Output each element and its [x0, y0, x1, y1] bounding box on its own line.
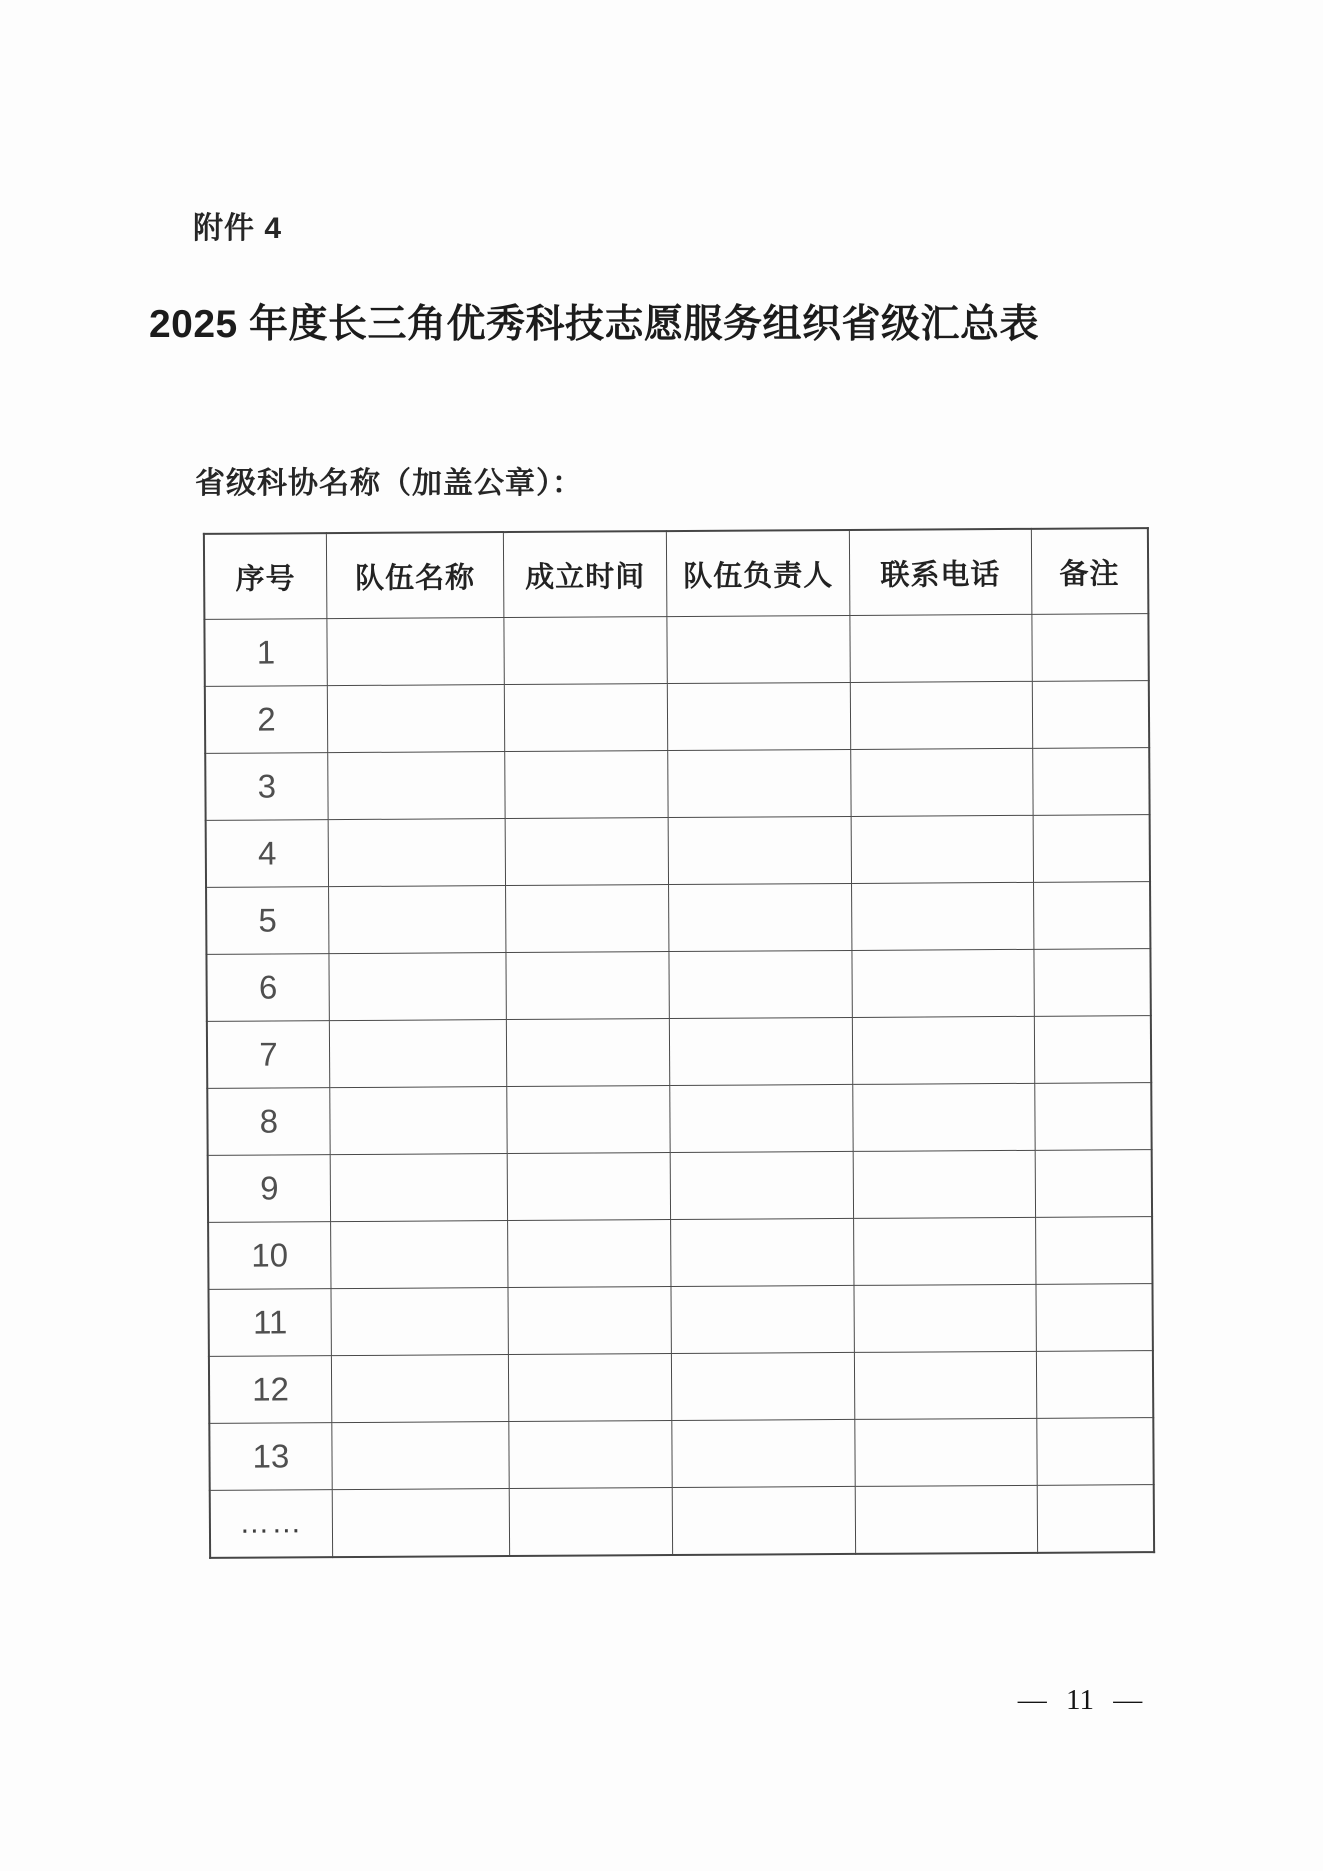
empty-cell [330, 1221, 508, 1289]
row-number-cell: 10 [208, 1222, 331, 1290]
summary-table-wrapper [203, 527, 1155, 1559]
empty-cell [667, 682, 850, 750]
empty-cell [1033, 815, 1150, 883]
empty-cell [506, 885, 669, 953]
empty-cell [672, 1352, 855, 1420]
empty-cell [509, 1421, 672, 1489]
row-number-cell: 12 [209, 1356, 332, 1424]
empty-cell [671, 1285, 854, 1353]
empty-cell [508, 1354, 671, 1422]
empty-cell [328, 819, 506, 887]
empty-cell [507, 1086, 670, 1154]
empty-cell [669, 1017, 852, 1085]
empty-cell [504, 684, 667, 752]
table-header-row [204, 528, 1149, 619]
empty-cell [853, 1083, 1035, 1151]
table-row [208, 1150, 1152, 1223]
empty-cell [1037, 1418, 1154, 1486]
empty-cell [505, 818, 669, 886]
table-row [207, 1016, 1151, 1089]
empty-cell [672, 1419, 855, 1487]
table-row [209, 1351, 1153, 1424]
row-number-cell: 1 [204, 619, 327, 687]
empty-cell [332, 1422, 510, 1490]
empty-cell [852, 1016, 1034, 1084]
empty-cell [505, 751, 668, 819]
empty-cell [855, 1485, 1037, 1554]
empty-cell [1032, 748, 1149, 816]
table-body [204, 614, 1154, 1558]
empty-cell [506, 952, 670, 1020]
row-number-cell: 13 [209, 1423, 332, 1491]
page-number: — 11 — [1017, 1684, 1143, 1716]
row-number-cell: 9 [208, 1155, 331, 1223]
empty-cell [332, 1489, 510, 1558]
empty-cell [851, 882, 1033, 950]
empty-cell [667, 615, 850, 683]
empty-cell [670, 1151, 853, 1219]
row-number-cell: 3 [205, 753, 328, 821]
empty-cell [851, 815, 1033, 883]
table-row [208, 1217, 1152, 1290]
empty-cell [672, 1486, 855, 1555]
row-number-cell: 2 [205, 686, 328, 754]
empty-cell [850, 681, 1032, 749]
column-header-1: 序号 [204, 533, 327, 619]
empty-cell [1032, 614, 1149, 682]
attachment-label: 附件 4 [193, 212, 283, 245]
row-number-cell: 8 [207, 1088, 330, 1156]
column-header-5: 联系电话 [849, 529, 1031, 616]
row-number-cell: 7 [207, 1021, 330, 1089]
empty-cell [668, 749, 851, 817]
empty-cell [1035, 1150, 1152, 1218]
empty-cell [330, 1087, 508, 1155]
row-number-cell: 4 [206, 820, 329, 888]
table-row [210, 1485, 1154, 1558]
table-row [207, 1083, 1151, 1156]
column-header-6: 备注 [1031, 528, 1148, 614]
row-number-cell: 6 [206, 954, 329, 1022]
empty-cell [1034, 1083, 1151, 1151]
empty-cell [327, 618, 505, 686]
empty-cell [1032, 681, 1149, 749]
empty-cell [327, 685, 505, 753]
empty-cell [329, 953, 507, 1021]
empty-cell [1037, 1485, 1154, 1553]
empty-cell [1034, 1016, 1151, 1084]
empty-cell [331, 1288, 509, 1356]
empty-cell [854, 1351, 1036, 1419]
column-header-2: 队伍名称 [326, 532, 504, 619]
row-number-cell: …… [210, 1490, 333, 1558]
empty-cell [504, 617, 668, 685]
empty-cell [328, 886, 506, 954]
table-row [204, 614, 1148, 687]
empty-cell [330, 1154, 508, 1222]
empty-cell [509, 1488, 673, 1556]
table-row [208, 1284, 1152, 1357]
row-number-cell: 11 [208, 1289, 331, 1357]
page-title: 2025 年度长三角优秀科技志愿服务组织省级汇总表 [148, 303, 1040, 346]
empty-cell [506, 1019, 669, 1087]
column-header-3: 成立时间 [503, 531, 667, 617]
empty-cell [668, 816, 851, 884]
empty-cell [508, 1220, 671, 1288]
table-row [206, 949, 1150, 1022]
empty-cell [1036, 1351, 1153, 1419]
empty-cell [1036, 1284, 1153, 1352]
empty-cell [854, 1284, 1036, 1352]
empty-cell [852, 949, 1034, 1017]
empty-cell [670, 1084, 853, 1152]
empty-cell [851, 748, 1033, 816]
empty-cell [671, 1218, 854, 1286]
empty-cell [853, 1150, 1035, 1218]
empty-cell [331, 1355, 509, 1423]
empty-cell [329, 1020, 507, 1088]
table-row [209, 1418, 1153, 1491]
empty-cell [328, 752, 506, 820]
empty-cell [1033, 882, 1150, 950]
table-row [206, 815, 1150, 888]
seal-line-label: 省级科协名称（加盖公章）： [195, 467, 583, 500]
empty-cell [669, 883, 852, 951]
row-number-cell: 5 [206, 887, 329, 955]
empty-cell [508, 1287, 672, 1355]
summary-table [203, 527, 1155, 1559]
table-row [206, 882, 1150, 955]
empty-cell [855, 1418, 1037, 1486]
empty-cell [850, 614, 1032, 682]
empty-cell [1034, 949, 1151, 1017]
empty-cell [1035, 1217, 1152, 1285]
empty-cell [507, 1153, 671, 1221]
table-row [205, 748, 1149, 821]
empty-cell [669, 950, 852, 1018]
column-header-4: 队伍负责人 [666, 530, 849, 617]
table-row [205, 681, 1149, 754]
empty-cell [853, 1217, 1035, 1285]
